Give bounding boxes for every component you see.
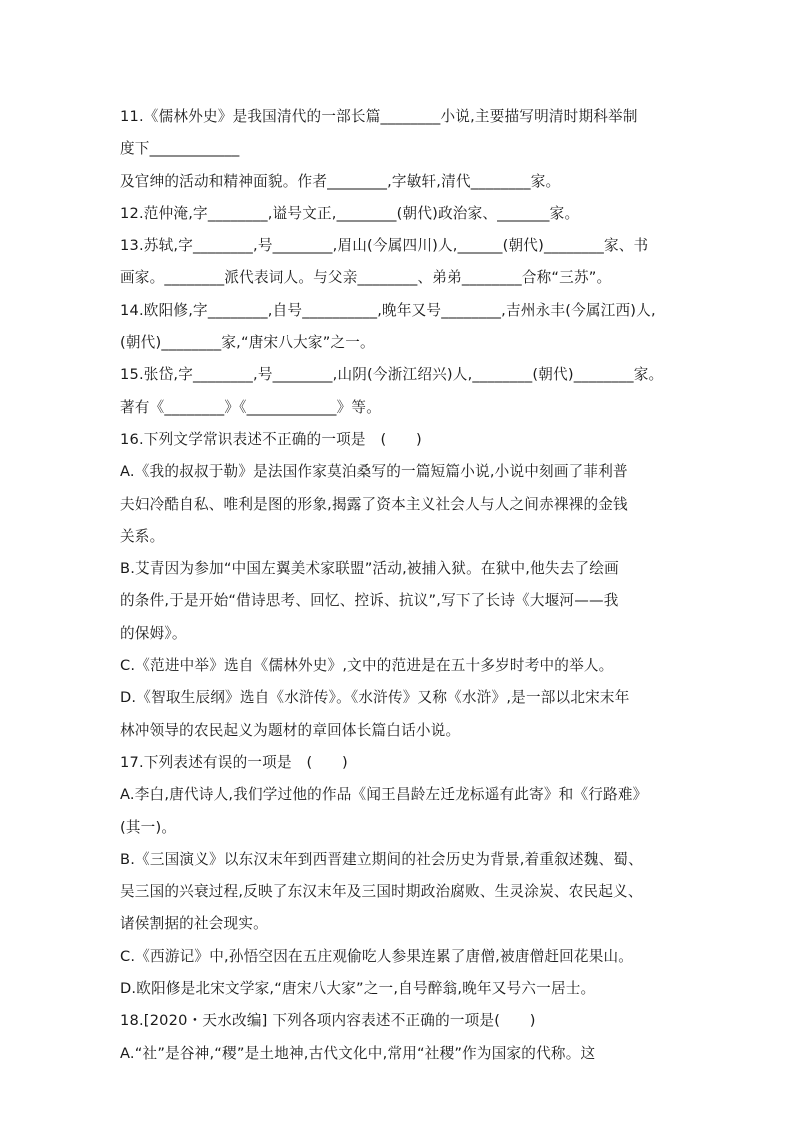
text-line: 吴三国的兴衰过程,反映了东汉末年及三国时期政治腐败、生灵涂炭、农民起义、 — [120, 883, 643, 901]
text-line: C.《西游记》中,孙悟空因在五庄观偷吃人参果连累了唐僧,被唐僧赶回花果山。 — [120, 947, 634, 965]
text-line: 18.[2020・天水改编] 下列各项内容表述不正确的一项是( ) — [120, 1012, 536, 1030]
text-line: 夫妇冷酷自私、唯利是图的形象,揭露了资本主义社会人与人之间赤裸裸的金钱 — [120, 495, 628, 513]
text-line: A.李白,唐代诗人,我们学过他的作品《闻王昌龄左迁龙标遥有此寄》和《行路难》 — [120, 786, 648, 804]
text-line: 画家。________派代表词人。与父亲________、弟弟________合称“三苏”。 — [120, 269, 612, 287]
text-line: 的保姆》。 — [120, 624, 187, 642]
text-line: 17.下列表述有误的一项是 ( ) — [120, 753, 348, 771]
text-line: 关系。 — [120, 527, 165, 545]
text-line: B.《三国演义》以东汉末年到西晋建立期间的社会历史为背景,着重叙述魏、蜀、 — [120, 850, 643, 868]
text-line: D.《智取生辰纲》选自《水浒传》。《水浒传》又称《水浒》,是一部以北宋末年 — [120, 689, 630, 707]
text-line: A.“社”是谷神,“稷”是土地神,古代文化中,常用“社稷”作为国家的代称。这 — [120, 1044, 596, 1062]
text-line: B.艾青因为参加“中国左翼美术家联盟”活动,被捕入狱。在狱中,他失去了绘画 — [120, 560, 619, 578]
text-line: 15.张岱,字________,号________,山阴(今浙江绍兴)人,________(朝代)________家。 — [120, 366, 664, 384]
text-line: 11.《儒林外史》是我国清代的一部长篇________小说,主要描写明清时期科举制 — [120, 108, 638, 125]
text-line: 著有《________》《____________》等。 — [120, 398, 381, 416]
text-line: 度下____________ — [120, 140, 240, 158]
text-line: 13.苏轼,字________,号________,眉山(今属四川)人,______(朝代)________家、书 — [120, 237, 649, 255]
text-line: 16.下列文学常识表述不正确的一项是 ( ) — [120, 430, 422, 448]
text-line: 及官绅的活动和精神面貌。作者________,字敏轩,清代________家。 — [120, 172, 561, 190]
text-line: (朝代)________家,“唐宋八大家”之一。 — [120, 334, 375, 352]
text-line: C.《范进中举》选自《儒林外史》,文中的范进是在五十多岁时考中的举人。 — [120, 657, 614, 675]
text-line: 林冲领导的农民起义为题材的章回体长篇白话小说。 — [120, 721, 461, 739]
text-line: 的条件,于是开始“借诗思考、回忆、控诉、抗议”,写下了长诗《大堰河——我 — [120, 592, 619, 610]
text-line: A.《我的叔叔于勒》是法国作家莫泊桑写的一篇短篇小说,小说中刻画了菲利普 — [120, 463, 628, 481]
text-line: 诸侯割据的社会现实。 — [120, 915, 268, 933]
text-line: 14.欧阳修,字________,自号__________,晚年又号________,吉州永丰(今属江西)人, — [120, 301, 656, 319]
text-line: 12.范仲淹,字________,谥号文正,________(朝代)政治家、_______家。 — [120, 204, 580, 222]
text-line: D.欧阳修是北宋文学家,“唐宋八大家”之一,自号醉翁,晚年又号六一居士。 — [120, 980, 596, 998]
text-line: (其一)。 — [120, 818, 177, 836]
exercise-text — [120, 101, 680, 1070]
